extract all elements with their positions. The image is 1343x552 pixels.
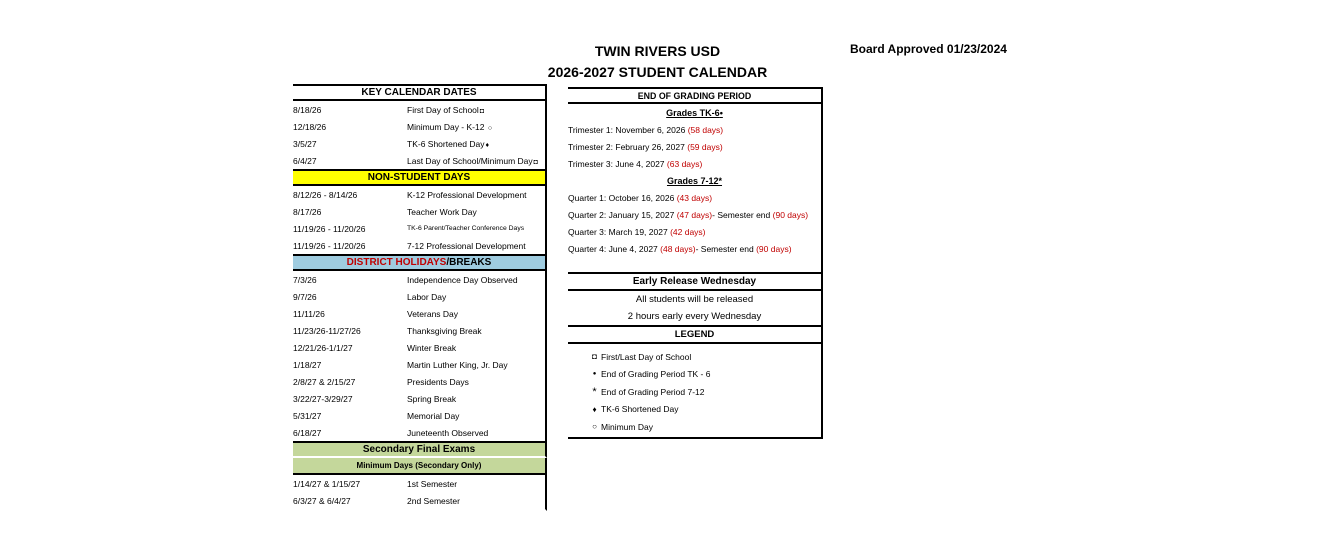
row-event: Veterans Day (407, 308, 459, 319)
finals-subheading: Minimum Days (Secondary Only) (293, 458, 547, 475)
row-date: 12/21/26-1/1/27 (293, 342, 353, 353)
legend-section (568, 344, 823, 439)
page-title: TWIN RIVERS USD (594, 43, 721, 59)
row-event: TK-6 Parent/Teacher Conference Days (407, 225, 525, 232)
list-item: Trimester 3: June 4, 2027 (63 days) (568, 158, 703, 169)
circle-icon: ○ (487, 124, 493, 132)
diamond-icon: ♦ (485, 141, 490, 149)
row-date: 1/14/27 & 1/15/27 (293, 478, 361, 489)
row-date: 1/18/27 (293, 359, 322, 370)
table-row (293, 356, 545, 373)
row-event: First Day of School (407, 104, 479, 115)
table-row (293, 152, 545, 169)
table-row (293, 101, 545, 118)
row-event: Spring Break (407, 393, 457, 404)
list-item: Quarter 3: March 19, 2027 (42 days) (568, 226, 706, 237)
row-date: 8/17/26 (293, 206, 322, 217)
holidays-heading-rest: /BREAKS (446, 257, 492, 268)
table-row (293, 135, 545, 152)
page-subtitle: 2026-2027 STUDENT CALENDAR (547, 64, 768, 80)
row-event: Winter Break (407, 342, 457, 353)
list-item: Trimester 2: February 26, 2027 (59 days) (568, 141, 723, 152)
row-date: 11/19/26 - 11/20/26 (293, 240, 366, 251)
row-date: 5/31/27 (293, 410, 322, 421)
row-event: Labor Day (407, 291, 447, 302)
row-date: 8/18/26 (293, 104, 322, 115)
left-calendar-table (293, 84, 547, 511)
row-date: 11/23/26-11/27/26 (293, 325, 361, 336)
table-row (293, 339, 545, 356)
table-row (293, 271, 545, 288)
early-release-line2: 2 hours early every Wednesday (568, 308, 823, 325)
early-release-heading: Early Release Wednesday (568, 272, 823, 291)
asterisk-icon: * (718, 175, 723, 186)
row-event: Independence Day Observed (407, 274, 518, 285)
square-bullet-icon: ◘ (533, 158, 538, 166)
key-dates-heading: KEY CALENDAR DATES (293, 84, 547, 101)
row-date: 9/7/26 (293, 291, 317, 302)
square-bullet-icon: ◘ (479, 107, 485, 115)
row-date: 11/11/26 (293, 308, 325, 319)
row-date: 2/8/27 & 2/15/27 (293, 376, 356, 387)
row-event: Juneteenth Observed (407, 427, 489, 438)
row-event: Teacher Work Day (407, 206, 477, 217)
row-date: 7/3/26 (293, 274, 317, 285)
row-event: K-12 Professional Development (407, 189, 527, 200)
grading-section (568, 104, 823, 272)
list-item: Quarter 2: January 15, 2027 (47 days) - Semester end (90 days) (568, 209, 809, 220)
grading-heading: END OF GRADING PERIOD (568, 87, 823, 104)
table-row (293, 118, 545, 135)
row-date: 6/4/27 (293, 155, 317, 166)
non-student-heading: NON-STUDENT DAYS (293, 169, 547, 186)
table-row (293, 220, 545, 237)
table-row (293, 186, 545, 203)
table-row (293, 322, 545, 339)
table-row (293, 373, 545, 390)
grades-tk6-heading: Grades TK-6 • (666, 107, 723, 118)
table-row (293, 390, 545, 407)
table-row (293, 288, 545, 305)
legend-item: ◘ First/Last Day of School (568, 348, 821, 366)
row-date: 12/18/26 (293, 121, 327, 132)
list-item: Quarter 4: June 4, 2027 (48 days) - Semester end (90 days) (568, 243, 792, 254)
legend-item: ● End of Grading Period TK - 6 (568, 366, 821, 384)
row-event: Last Day of School/Minimum Day (407, 155, 533, 166)
table-row (293, 475, 545, 492)
table-row (293, 407, 545, 424)
row-event: TK-6 Shortened Day (407, 138, 485, 149)
row-event: Minimum Day - K-12 (407, 121, 485, 132)
table-row (293, 305, 545, 322)
row-date: 3/5/27 (293, 138, 317, 149)
legend-heading: LEGEND (568, 325, 823, 344)
row-date: 6/18/27 (293, 427, 322, 438)
table-row (293, 237, 545, 254)
dot-icon: • (719, 107, 723, 118)
row-date: 6/3/27 & 6/4/27 (293, 495, 351, 506)
early-release-line1: All students will be released (568, 291, 823, 308)
row-event: 7-12 Professional Development (407, 240, 526, 251)
list-item: Trimester 1: November 6, 2026 (58 days) (568, 124, 724, 135)
row-date: 11/19/26 - 11/20/26 (293, 223, 366, 234)
finals-heading: Secondary Final Exams (293, 441, 547, 458)
grades-712-heading: Grades 7-12 * (666, 175, 723, 186)
row-event: 2nd Semester (407, 495, 460, 506)
table-row (293, 492, 545, 509)
table-row (293, 424, 545, 441)
square-bullet-icon: ◘ (592, 352, 597, 362)
row-date: 3/22/27-3/29/27 (293, 393, 353, 404)
row-date: 8/12/26 - 8/14/26 (293, 189, 358, 200)
row-event: Thanksgiving Break (407, 325, 482, 336)
legend-item: * End of Grading Period 7-12 (568, 383, 821, 401)
diamond-icon: ♦ (592, 404, 597, 414)
asterisk-icon: * (592, 385, 597, 398)
legend-item: ○ Minimum Day (568, 418, 821, 436)
right-info-panel (568, 87, 823, 439)
key-dates-section (293, 101, 547, 169)
row-event: Martin Luther King, Jr. Day (407, 359, 508, 370)
dot-icon: ● (592, 371, 597, 378)
list-item: Quarter 1: October 16, 2026 (43 days) (568, 192, 713, 203)
legend-item: ♦ TK-6 Shortened Day (568, 401, 821, 419)
holidays-heading (293, 254, 547, 271)
non-student-section (293, 186, 547, 254)
row-event: Memorial Day (407, 410, 460, 421)
holidays-heading-red: DISTRICT HOLIDAYS (346, 257, 447, 268)
approval-note: Board Approved 01/23/2024 (850, 42, 1007, 56)
holidays-section (293, 271, 547, 441)
circle-icon: ○ (592, 422, 597, 432)
finals-section (293, 475, 547, 511)
table-row (293, 203, 545, 220)
row-event: Presidents Days (407, 376, 469, 387)
row-event: 1st Semester (407, 478, 458, 489)
